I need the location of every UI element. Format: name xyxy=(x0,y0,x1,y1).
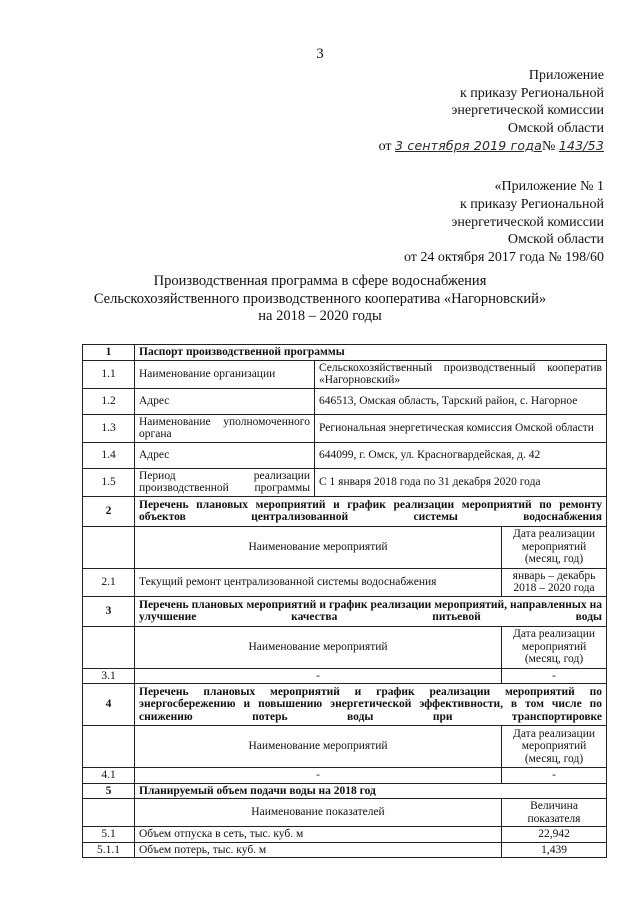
appendix-line: Приложение xyxy=(528,68,604,83)
row-number: 1.4 xyxy=(83,442,135,468)
appendix-line: Омской области xyxy=(507,120,604,136)
table-row xyxy=(83,414,607,442)
column-header: Наименование мероприятий xyxy=(135,526,502,568)
table-row xyxy=(83,468,607,496)
section-number: 4 xyxy=(83,684,135,726)
section-title: Перечень плановых мероприятий и график реализации мероприятий по энергосбережению и повышению энергетической эффективности, в том числе по снижению потерь воды при транспортировке xyxy=(135,684,607,726)
section-title: Перечень плановых мероприятий и график реализации мероприятий по ремонту объектов централизованной системы водоснабжения xyxy=(135,496,607,526)
column-header: Наименование показателей xyxy=(135,799,502,827)
handwritten-order-date: 3 сентября 2019 года xyxy=(395,138,542,153)
section-header-row xyxy=(83,345,607,361)
original-appendix-line: Омской области xyxy=(507,232,604,248)
row-number: 3.1 xyxy=(83,668,135,684)
section-title: Планируемый объем подачи воды на 2018 год xyxy=(135,783,607,799)
column-header-row xyxy=(83,626,607,668)
handwritten-order-number: 143/53 xyxy=(558,138,604,153)
title-line: Производственная программа в сфере водоснабжения xyxy=(153,273,487,289)
row-name: Текущий ремонт централизованной системы водоснабжения xyxy=(135,568,502,596)
row-date: январь – декабрь 2018 – 2020 года xyxy=(502,568,607,596)
row-name: Период реализации производственной программы xyxy=(135,468,315,496)
section-header-row xyxy=(83,596,607,626)
row-date: - xyxy=(502,668,607,684)
order-prefix: от xyxy=(378,139,392,154)
original-appendix-line: от 24 октября 2017 года № 198/60 xyxy=(403,250,604,266)
column-header: Дата реализации мероприятий (месяц, год) xyxy=(502,726,607,768)
row-name: - xyxy=(135,768,502,784)
row-number: 1.3 xyxy=(83,414,135,442)
original-appendix-line: «Приложение № 1 xyxy=(494,179,604,194)
row-name: Наименование организации xyxy=(135,360,315,388)
row-number: 2.1 xyxy=(83,568,135,596)
order-reference-line xyxy=(379,137,604,156)
page-number: 3 xyxy=(316,46,324,62)
table-row xyxy=(83,827,607,843)
row-value: 1,439 xyxy=(502,842,607,858)
appendix-line: энергетической комиссии xyxy=(451,103,604,118)
row-name: Наименование уполномоченного органа xyxy=(135,414,315,442)
row-number: 1.1 xyxy=(83,360,135,388)
original-appendix-block xyxy=(404,178,604,267)
section-header-row xyxy=(83,496,607,526)
original-appendix-line: к приказу Региональной xyxy=(459,196,604,212)
row-number: 4.1 xyxy=(83,768,135,784)
table-row xyxy=(83,388,607,414)
table-row xyxy=(83,360,607,388)
appendix-block xyxy=(379,67,604,156)
column-header-row xyxy=(83,526,607,568)
row-number: 5.1 xyxy=(83,827,135,843)
section-number: 3 xyxy=(83,596,135,626)
column-header: Дата реализации мероприятий (месяц, год) xyxy=(502,526,607,568)
row-name: Адрес xyxy=(135,388,315,414)
row-value: С 1 января 2018 года по 31 декабря 2020 года xyxy=(315,468,607,496)
section-number: 5 xyxy=(83,783,135,799)
row-number: 1.5 xyxy=(83,468,135,496)
row-number: 1.2 xyxy=(83,388,135,414)
row-name: - xyxy=(135,668,502,684)
section-number: 2 xyxy=(83,496,135,526)
table-row xyxy=(83,842,607,858)
table-row xyxy=(83,568,607,596)
row-name: Объем отпуска в сеть, тыс. куб. м xyxy=(135,827,502,843)
table-row xyxy=(83,442,607,468)
section-title: Перечень плановых мероприятий и график реализации мероприятий, направленных на улучшение качества питьевой воды xyxy=(135,596,607,626)
table-row xyxy=(83,668,607,684)
column-header: Наименование мероприятий xyxy=(135,626,502,668)
row-value: 644099, г. Омск, ул. Красногвардейская, д. 42 xyxy=(315,442,607,468)
order-number-prefix: № xyxy=(541,139,556,154)
document-title xyxy=(0,273,640,326)
row-value: 646513, Омская область, Тарский район, с. Нагорное xyxy=(315,388,607,414)
row-value: Сельскохозяйственный производственный кооператив «Нагорновский» xyxy=(315,360,607,388)
empty-cell xyxy=(83,626,135,668)
title-line: Сельскохозяйственного производственного кооператива «Нагорновский» xyxy=(93,290,547,307)
original-appendix-line: энергетической комиссии xyxy=(451,214,604,230)
column-header: Величина показателя xyxy=(502,799,607,827)
column-header: Наименование мероприятий xyxy=(135,726,502,768)
row-number: 5.1.1 xyxy=(83,842,135,858)
column-header: Дата реализации мероприятий (месяц, год) xyxy=(502,626,607,668)
section-number: 1 xyxy=(83,345,135,361)
column-header-row xyxy=(83,726,607,768)
row-date: - xyxy=(502,768,607,784)
empty-cell xyxy=(83,526,135,568)
row-value: 22,942 xyxy=(502,827,607,843)
row-value: Региональная энергетическая комиссия Омской области xyxy=(315,414,607,442)
title-line: на 2018 – 2020 годы xyxy=(258,308,382,324)
section-title: Паспорт производственной программы xyxy=(135,345,607,361)
row-name: Объем потерь, тыс. куб. м xyxy=(135,842,502,858)
production-program-table xyxy=(82,344,607,858)
empty-cell xyxy=(83,726,135,768)
row-name: Адрес xyxy=(135,442,315,468)
appendix-line: к приказу Региональной xyxy=(459,85,604,101)
section-header-row xyxy=(83,783,607,799)
section-header-row xyxy=(83,684,607,726)
empty-cell xyxy=(83,799,135,827)
column-header-row xyxy=(83,799,607,827)
table-row xyxy=(83,768,607,784)
